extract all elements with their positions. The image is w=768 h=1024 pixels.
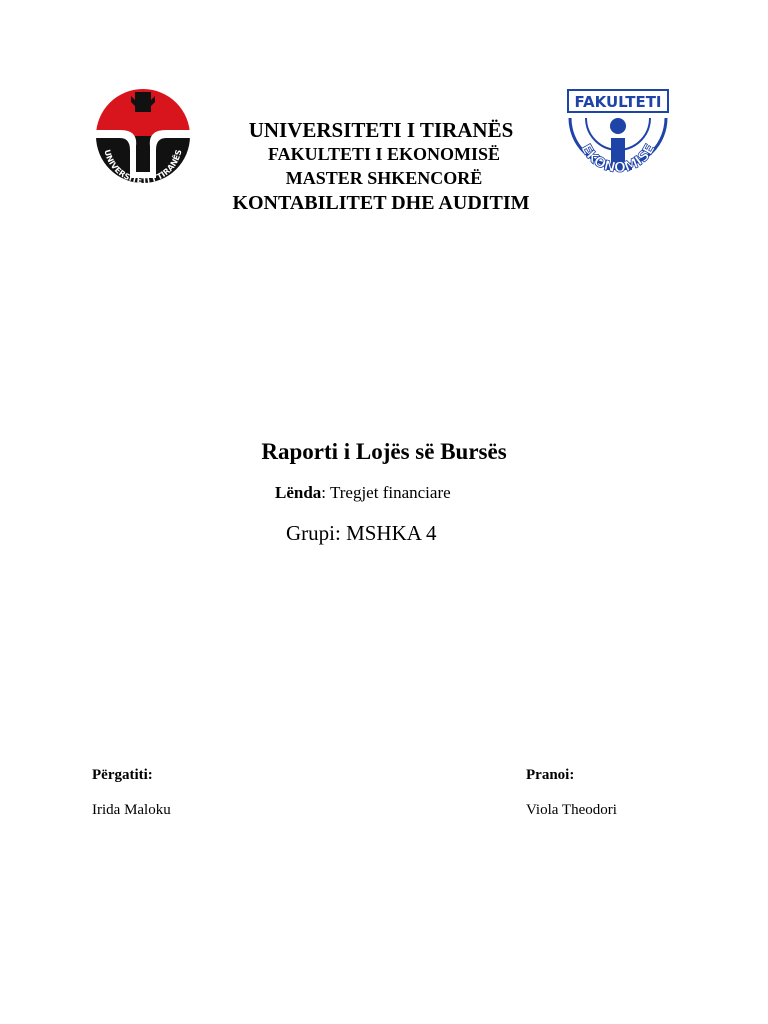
subject-label: Lënda: [275, 483, 322, 502]
document-header: [200, 118, 568, 216]
prepared-by-label: Përgatiti:: [92, 767, 153, 783]
logo-right-top-text: FAKULTETI: [574, 93, 662, 111]
faculty-of-economics-logo: [566, 88, 670, 186]
specialization-name: KONTABILITET DHE AUDITIM: [232, 192, 530, 214]
received-by-label: Pranoi:: [526, 767, 575, 783]
university-name: UNIVERSITETI I TIRANËS: [248, 118, 514, 142]
subject-value: : Tregjet financiare: [321, 483, 451, 502]
university-of-tirana-logo: [90, 86, 196, 184]
logo-left-text: UNIVERSITETI I TIRANËS: [102, 148, 184, 184]
group-line: Grupi: MSHKA 4: [286, 521, 437, 545]
program-name: MASTER SHKENCORË: [285, 168, 483, 188]
received-by-name: Viola Theodori: [526, 802, 617, 818]
prepared-by-name: Irida Maloku: [92, 802, 171, 818]
report-title: Raporti i Lojës së Bursës: [261, 439, 507, 464]
faculty-name: FAKULTETI I EKONOMISË: [267, 144, 501, 164]
logo-right-arc-text: EKONOMISE: [577, 141, 659, 177]
subject-line: [275, 482, 451, 504]
